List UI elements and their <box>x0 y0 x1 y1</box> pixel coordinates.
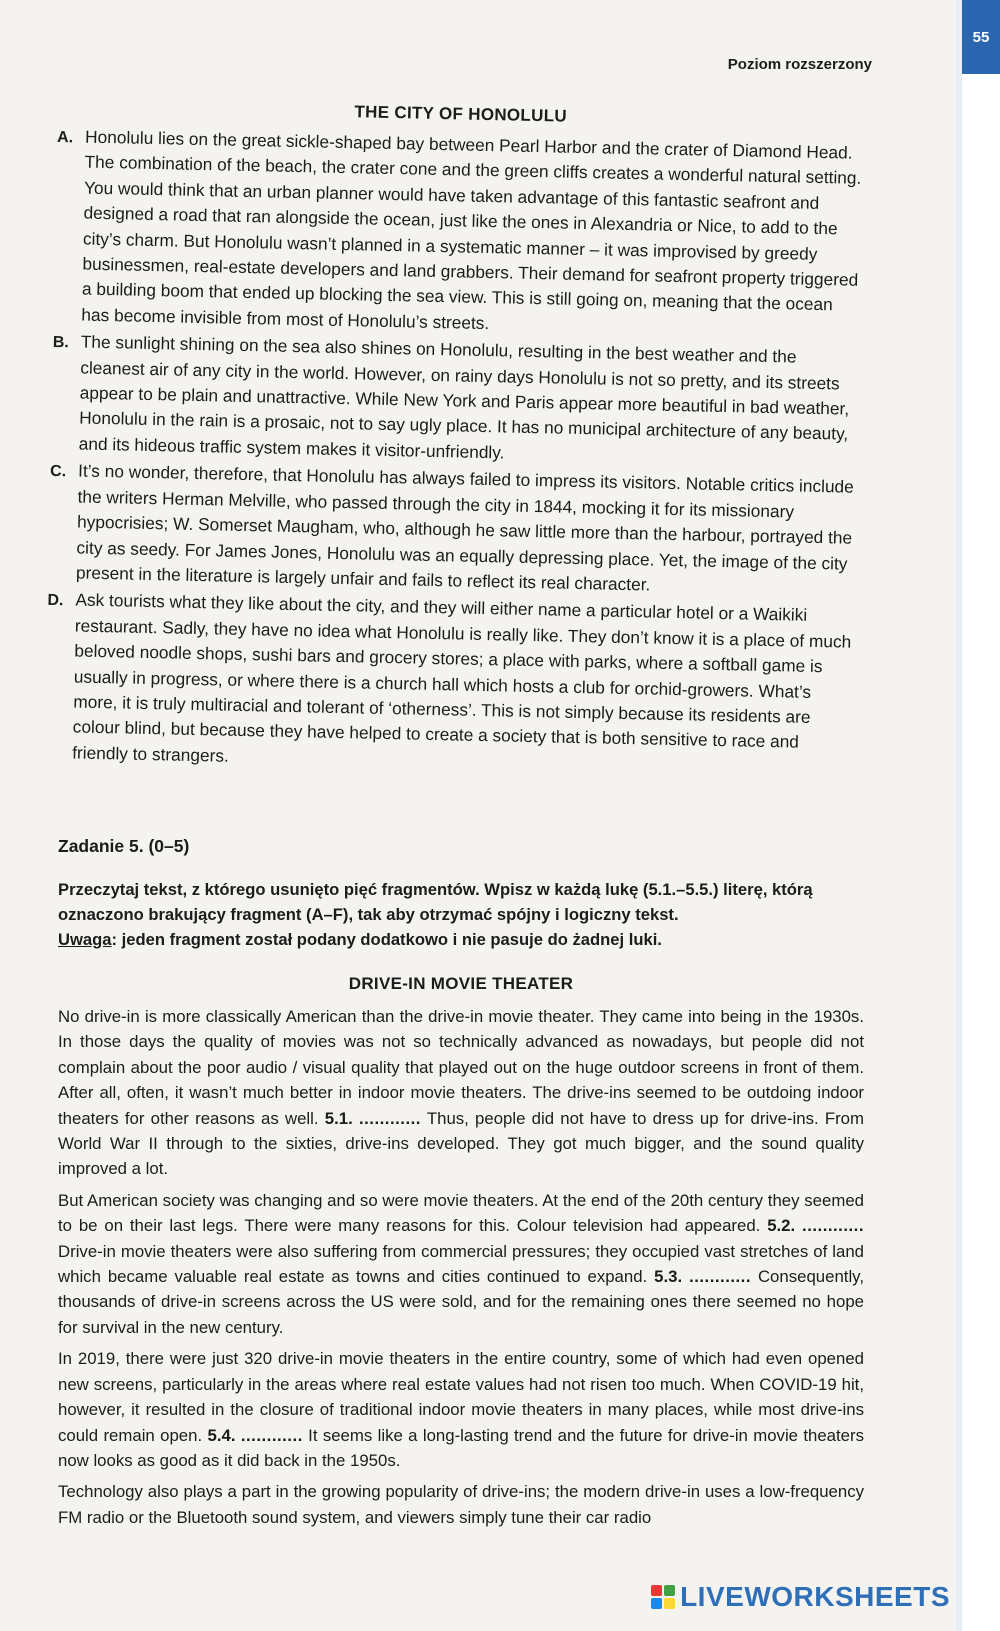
task-note <box>58 927 864 952</box>
gap-dots: ............ <box>689 1267 752 1287</box>
drivein-text-section <box>58 974 864 1536</box>
note-text: : jeden fragment został podany dodatkowo i nie pasuje do żadnej luki. <box>111 930 662 949</box>
paragraph-letter: D. <box>47 592 64 610</box>
logo-square-blue <box>651 1598 662 1609</box>
paragraph-text: It’s no wonder, therefore, that Honolulu has always failed to impress its visitors. Notable critics include the writers Herman Melville, who passed through the city in 1844, mocking it for its missionary hypocrisies; W. Somerset Maugham, who, although he saw little more than the harbour, portrayed the city as seedy. For James Jones, Honolulu was an equally depressing place. Yet, the image of the city present in the literature is largely unfair and fails to reflect its real character. <box>75 460 854 595</box>
paragraph-letter: B. <box>52 334 70 352</box>
honolulu-title: THE CITY OF HONOLULU <box>354 102 568 126</box>
paragraph-text: But American society was changing and so were movie theaters. At the end of the 20th century they seemed to be on their last legs. There were many reasons for this. Colour television had appeared. <box>58 1190 864 1236</box>
paragraph-text: In 2019, there were just 320 drive-in movie theaters in the entire country, some of which had even opened new screens, particularly in the areas where real estate values had not risen too much. When COVID-19 hit, however, it resulted in the closure of traditional indoor movie theaters in many places, while most drive-ins could remain open. <box>58 1349 864 1445</box>
paragraph-text: Consequently, thousands of drive-in screens across the US were sold, and for the remaining ones there seemed no hope for survival in the new century. <box>58 1267 864 1337</box>
paragraph-c <box>48 458 856 602</box>
gap-5-4[interactable] <box>207 1426 302 1445</box>
page-number-tab <box>962 0 1000 74</box>
paragraph-letter: C. <box>49 463 67 481</box>
logo-icon <box>651 1585 675 1609</box>
paragraph-letter: A. <box>56 128 74 147</box>
logo-square-green <box>664 1585 675 1596</box>
paragraph-text: Drive-in movie theaters were also suffering from commercial pressures; they occupied vast stretches of land which became valuable real estate as towns and cities continued to expand. <box>58 1241 864 1287</box>
paragraph-text: The sunlight shining on the sea also shines on Honolulu, resulting in the best weather and the cleanest air of any city in the world. However, on rainy days Honolulu is not so pretty, and its streets appear to be plain and unattractive. While New York and Paris appear more beautiful in bad weather, Honolulu in the rain is a prosaic, not to say ugly place. It has no municipal architecture of any beauty, and its hideous traffic system makes it visitor-unfriendly. <box>78 331 850 463</box>
note-label: Uwaga <box>58 930 112 949</box>
task-heading: Zadanie 5. (0–5) <box>58 836 190 856</box>
gap-dots: ............ <box>240 1425 303 1445</box>
honolulu-text-section <box>44 96 864 784</box>
paragraph-text: No drive-in is more classically American than the drive-in movie theater. They came into being in the 1930s. In those days the quality of movies was not so technically advanced as nowadays, but people did not complain about the poor audio / visual quality that played out on the huge outdoor screens in front of them. After all, often, it wasn’t much better in indoor movie theaters. The drive-ins seemed to be outdoing indoor theaters for other reasons as well. <box>58 1007 864 1128</box>
page-number: 55 <box>972 28 990 46</box>
gap-5-1[interactable] <box>325 1109 421 1128</box>
level-label: Poziom rozszerzony <box>727 56 872 73</box>
gap-dots: ............ <box>358 1108 421 1128</box>
gap-label: 5.3. <box>654 1267 683 1287</box>
paragraph-text: It seems like a long-lasting trend and the future for drive-in movie theaters now looks as good as it did back in the 1950s. <box>58 1425 864 1470</box>
paragraph-b <box>50 329 858 473</box>
liveworksheets-logo <box>651 1581 950 1613</box>
task-instruction: Przeczytaj tekst, z którego usunięto pięć fragmentów. Wpisz w każdą lukę (5.1.–5.5.) literę, którą oznaczono brakujący fragment (A–F), tak aby otrzymać spójny i logiczny tekst. <box>58 880 813 924</box>
drivein-title: DRIVE-IN MOVIE THEATER <box>348 974 574 993</box>
gap-label: 5.2. <box>767 1216 796 1236</box>
paragraph-text: Honolulu lies on the great sickle-shaped bay between Pearl Harbor and the crater of Diamond Head. The combination of the beach, the crater cone and the green cliffs creates a wonderful natural setting. You would think that an urban planner would have taken advantage of this fantastic seafront and designed a road that ran alongside the ocean, just like the ones in Alexandria or Nice, to add to the city’s charm. But Honolulu wasn’t planned in a systematic manner – it was improvised by greedy businessmen, real-estate developers and land grabbers. Their demand for seafront property triggered a building boom that ended up blocking the sea view. This is still going on, meaning that the ocean has become invisible from most of Honolulu’s streets. <box>81 126 862 333</box>
paragraph-text: Thus, people did not have to dress up for drive-ins. From World War II through to the sixties, drive-ins developed. They got much bigger, and the sound quality improved a lot. <box>58 1108 864 1179</box>
logo-square-yellow <box>664 1598 675 1609</box>
page-edge <box>956 0 1000 1631</box>
gap-5-2[interactable] <box>767 1216 864 1235</box>
task-section <box>58 836 864 952</box>
paragraph-text: Ask tourists what they like about the city, and they will either name a particular hotel or a Waikiki restaurant. Sadly, they have no idea what Honolulu is really like. They don’t know it is a place of much beloved noodle shops, sushi bars and grocery stores; a place with parks, where a softball game is usually in progress, or where there is a church hall which hosts a club for orchid-growers. What’s more, it is truly multiracial and tolerant of ‘otherness’. This is not simply because its residents are colour blind, but because they have helped to create a society that is both sensitive to race and friendly to strangers. <box>72 589 852 766</box>
logo-square-red <box>651 1585 662 1596</box>
logo-text: LIVEWORKSHEETS <box>680 1581 950 1612</box>
gap-label: 5.4. <box>207 1425 236 1445</box>
drivein-paragraph-4: Technology also plays a part in the growing popularity of drive-ins; the modern drive-in uses a low-frequency FM radio or the Bluetooth sound system, and viewers simply tune their car radio <box>58 1482 864 1527</box>
drivein-paragraph-1 <box>58 1004 864 1182</box>
drivein-paragraph-3 <box>58 1346 864 1473</box>
paragraph-d <box>44 587 854 782</box>
gap-label: 5.1. <box>324 1108 353 1128</box>
gap-dots: ............ <box>802 1216 864 1236</box>
paragraph-a <box>53 124 863 344</box>
gap-5-3[interactable] <box>654 1267 751 1286</box>
drivein-paragraph-2 <box>58 1188 864 1340</box>
